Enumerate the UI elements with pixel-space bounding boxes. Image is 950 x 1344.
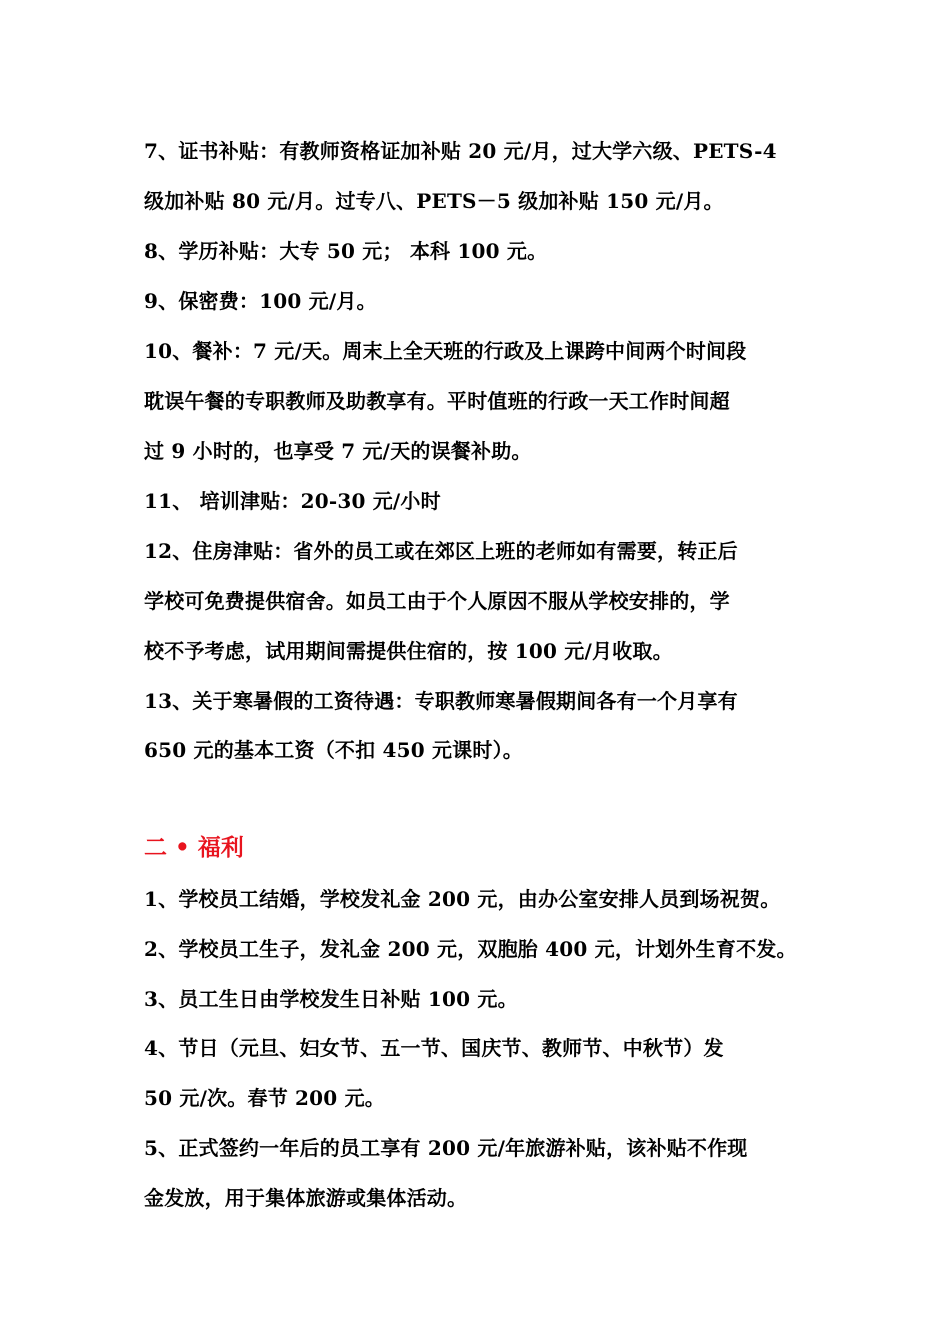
text-line: 9、保密费：100 元/月。: [144, 289, 377, 313]
text-line: 1、学校员工结婚，学校发礼金 200 元，由办公室安排人员到场祝贺。: [144, 887, 781, 911]
text-line: 校不予考虑，试用期间需提供住宿的，按 100 元/月收取。: [144, 639, 673, 663]
text-line: 4、节日（元旦、妇女节、五一节、国庆节、教师节、中秋节）发: [144, 1036, 724, 1060]
text-line: 过 9 小时的，也享受 7 元/天的误餐补助。: [144, 439, 532, 463]
text-line: 2、学校员工生子，发礼金 200 元，双胞胎 400 元，计划外生育不发。: [144, 937, 797, 961]
text-line: 50 元/次。春节 200 元。: [144, 1086, 385, 1110]
text-line: 级加补贴 80 元/月。过专八、PETS－5 级加补贴 150 元/月。: [144, 189, 724, 213]
section-heading: 二 • 福利: [144, 834, 244, 861]
text-line: 10、餐补：7 元/天。周末上全天班的行政及上课跨中间两个时间段: [144, 339, 747, 363]
text-line: 5、正式签约一年后的员工享有 200 元/年旅游补贴，该补贴不作现: [144, 1136, 748, 1160]
text-line: 学校可免费提供宿舍。如员工由于个人原因不服从学校安排的，学: [144, 589, 730, 613]
text-line: 金发放，用于集体旅游或集体活动。: [144, 1186, 468, 1210]
text-line: 12、住房津贴：省外的员工或在郊区上班的老师如有需要，转正后: [144, 539, 738, 563]
text-line: 650 元的基本工资（不扣 450 元课时）。: [144, 738, 523, 762]
text-line: 3、员工生日由学校发生日补贴 100 元。: [144, 987, 518, 1011]
text-line: 13、关于寒暑假的工资待遇：专职教师寒暑假期间各有一个月享有: [144, 689, 738, 713]
text-line: 7、证书补贴：有教师资格证加补贴 20 元/月，过大学六级、PETS-4: [144, 139, 777, 163]
text-line: 8、学历补贴：大专 50 元； 本科 100 元。: [144, 239, 548, 263]
text-line: 11、 培训津贴：20-30 元/小时: [144, 489, 441, 513]
text-line: 耽误午餐的专职教师及助教享有。平时值班的行政一天工作时间超: [144, 389, 730, 413]
